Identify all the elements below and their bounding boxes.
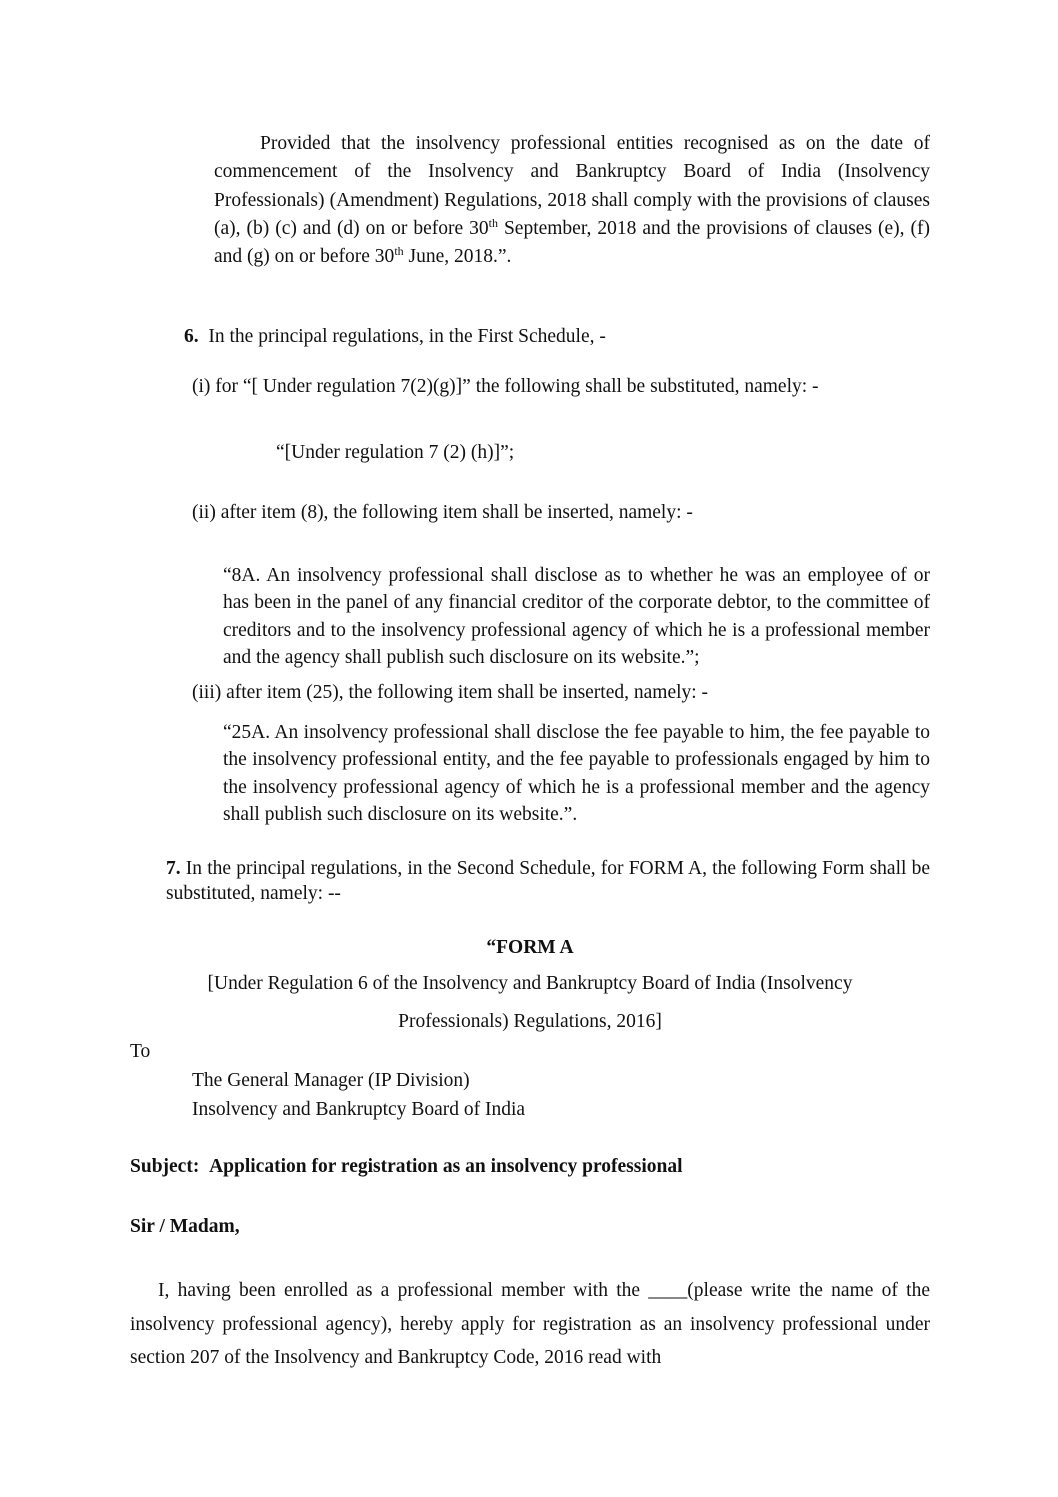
salutation: Sir / Madam, (130, 1216, 240, 1237)
address-to: To (130, 1041, 151, 1062)
item-iii-quote: “25A. An insolvency professional shall disclose the fee payable to him, the fee payable to the insolvency professional entity, and the fee payable to professionals engaged by him to the insolvency professional agency of which he is a professional member and the agency shall publish such disclosure on its website.”. (223, 722, 930, 825)
paragraph-7-text: In the principal regulations, in the Second Schedule, for FORM A, the following Form shall be substituted, namely: -- (166, 858, 930, 904)
subject-text: Application for registration as an insolvency professional (209, 1156, 683, 1177)
item-ii-quote: “8A. An insolvency professional shall disclose as to whether he was an employee of or has been in the panel of any financial creditor of the corporate debtor, to the committee of creditors and to the insolvency professional agency of which he is a professional member and the agency shall publish such disclosure on its website.”; (223, 565, 930, 668)
address-line-2: Insolvency and Bankruptcy Board of India (192, 1099, 526, 1120)
application-body: I, having been enrolled as a professional member with the ____(please write the name of the insolvency professional agency), hereby apply for registration as an insolvency professional under section 207 of the Insolvency and Bankruptcy Code, 2016 read with (130, 1280, 930, 1369)
proviso-text-1: Provided that the insolvency professional entities recognised as on the date of commencement of the Insolvency and Bankruptcy Board of India (Insolvency Professionals) (Amendment) Regulations, 2018 shall comply with the provisions of clauses (a), (b) (c) and (d) on or before 30 (214, 133, 930, 239)
paragraph-7-number: 7. (166, 858, 181, 879)
subject-line (130, 1155, 930, 1180)
paragraph-6-number: 6. (184, 326, 199, 347)
proviso-sup-2: th (394, 244, 404, 259)
proviso-text-3: June, 2018.”. (403, 246, 512, 268)
form-reference-line-1: [Under Regulation 6 of the Insolvency and Bankruptcy Board of India (Insolvency (207, 973, 853, 994)
form-reference-line-2: Professionals) Regulations, 2016] (398, 1011, 662, 1032)
paragraph-7 (166, 857, 930, 907)
proviso-text-2: September, 2018 and the provisions of clauses (e), (f) and (g) on or before 30 (214, 217, 930, 268)
item-i-quote: “[Under regulation 7 (2) (h)]”; (276, 442, 515, 463)
paragraph-6 (184, 325, 944, 350)
proviso-sup-1: th (488, 215, 498, 230)
proviso-paragraph (214, 130, 930, 271)
item-ii-text: (ii) after item (8), the following item shall be inserted, namely: - (192, 502, 693, 523)
form-title: “FORM A (486, 937, 574, 958)
subject-label: Subject: (130, 1156, 200, 1177)
item-iii-text: (iii) after item (25), the following item shall be inserted, namely: - (192, 682, 709, 703)
paragraph-6-text: In the principal regulations, in the First Schedule, - (208, 326, 606, 347)
address-line-1: The General Manager (IP Division) (192, 1070, 470, 1091)
item-i-text: (i) for “[ Under regulation 7(2)(g)]” the following shall be substituted, namely: - (192, 376, 819, 397)
